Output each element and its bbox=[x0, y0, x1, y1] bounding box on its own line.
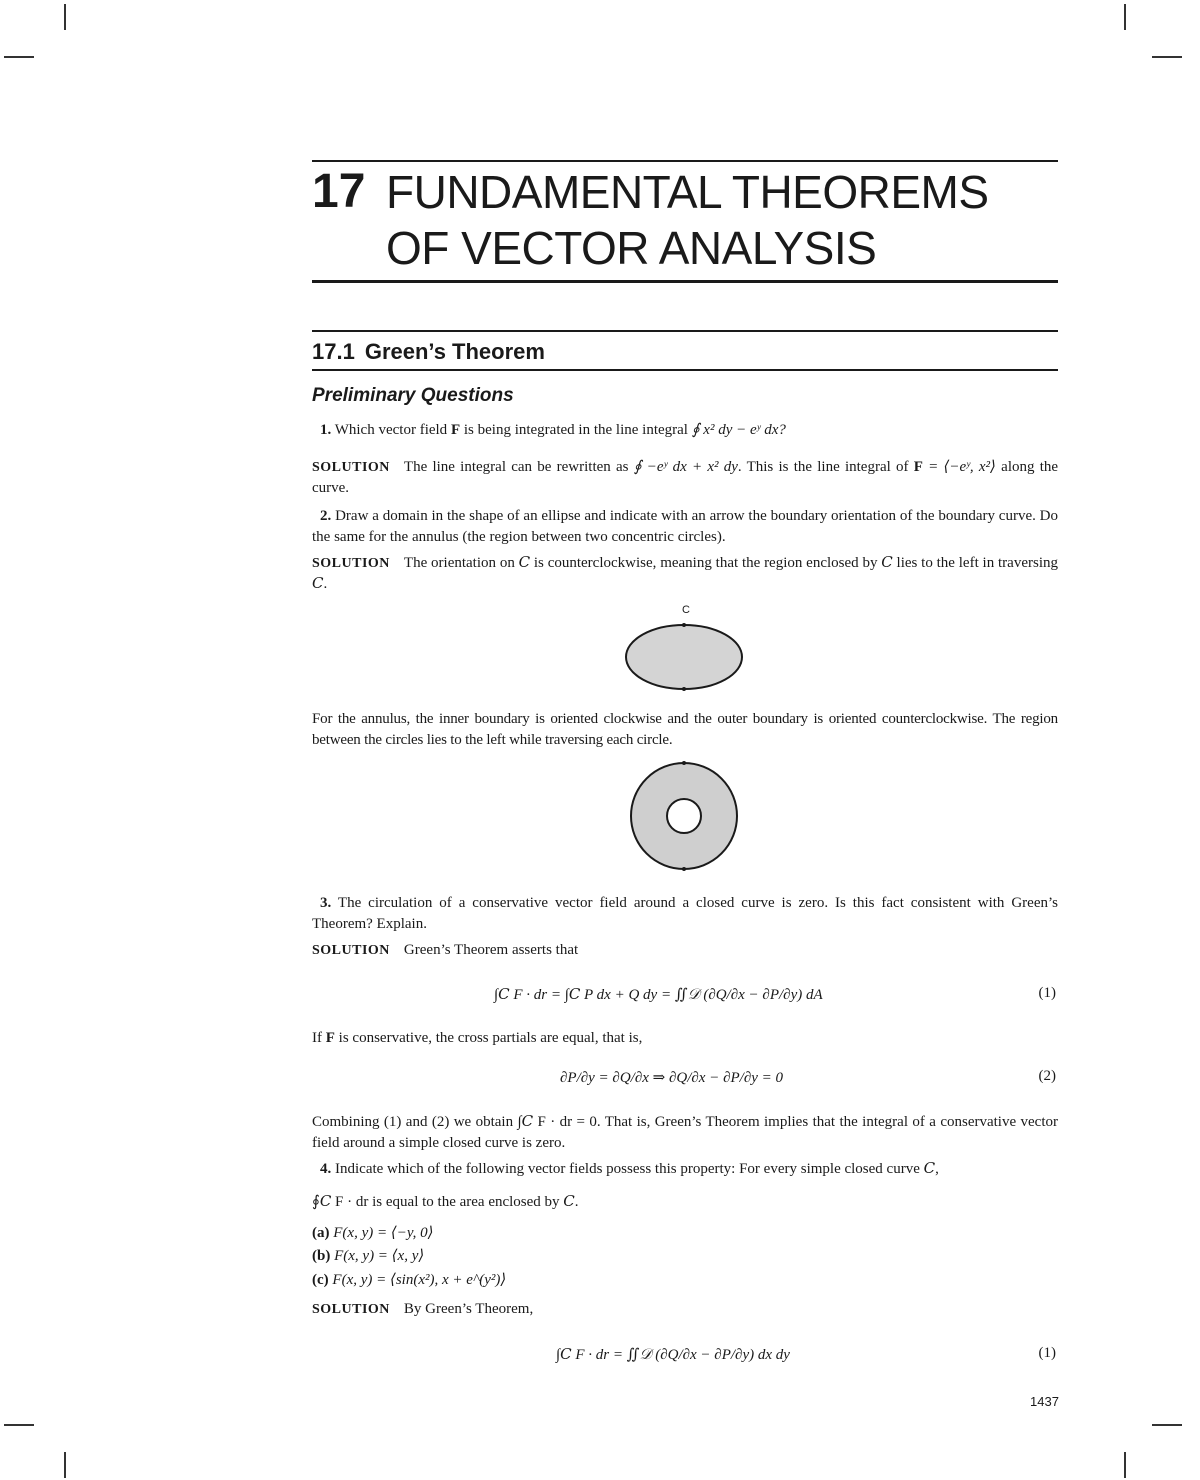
chapter-title bbox=[386, 164, 1056, 276]
option-label: (b) bbox=[312, 1248, 331, 1264]
field-symbol: F bbox=[450, 422, 461, 438]
question-1 bbox=[312, 420, 1058, 441]
equation-number: (1) bbox=[1038, 985, 1056, 1001]
option-expression: F(x, y) = ⟨sin(x²), x + e^(y²)⟩ bbox=[332, 1272, 507, 1288]
crop-mark bbox=[1152, 1424, 1182, 1426]
section-heading bbox=[312, 338, 545, 366]
solution-text: The orientation on 𝐶 is counterclockwise, meaning that the region enclosed by 𝐶 lies to the left in traversing 𝐶. bbox=[312, 555, 1058, 592]
chapter-title-line2: OF VECTOR ANALYSIS bbox=[386, 222, 877, 274]
question-4-cont: ∮𝐶 F · dr is equal to the area enclosed by 𝐶. bbox=[312, 1194, 579, 1210]
field-symbol: F bbox=[913, 459, 923, 475]
solution-text: Green’s Theorem asserts that bbox=[403, 942, 579, 958]
solution-text: If bbox=[312, 1030, 322, 1046]
question-number: 4. bbox=[320, 1161, 332, 1177]
option-label: (c) bbox=[312, 1272, 329, 1288]
annulus-point bbox=[682, 867, 686, 871]
question-text: Indicate which of the following vector fields possess this property: For every simple closed curve 𝐶, bbox=[335, 1161, 939, 1177]
question-number: 1. bbox=[320, 422, 332, 438]
solution-3 bbox=[312, 940, 1058, 961]
solution-text: is conservative, the cross partials are equal, that is, bbox=[338, 1030, 643, 1046]
solution-label: SOLUTION bbox=[312, 1302, 390, 1317]
crop-mark bbox=[4, 56, 34, 58]
equation-1: ∫𝐶 F · dr = ∫𝐶 P dx + Q dy = ∬𝒟 (∂Q/∂x − ∂P/∂y) dA bbox=[494, 987, 823, 1003]
question-number: 2. bbox=[320, 508, 332, 524]
option-c bbox=[312, 1270, 1058, 1291]
math-expression: ∮ −eʸ dx + x² dy bbox=[633, 459, 738, 475]
solution-4 bbox=[312, 1299, 1058, 1320]
ellipse-svg bbox=[620, 604, 750, 696]
solution-3-cont bbox=[312, 1028, 1058, 1049]
solution-text: By Green’s Theorem, bbox=[403, 1301, 534, 1317]
solution-text: . This is the line integral of bbox=[737, 459, 909, 475]
chapter-number: 17 bbox=[312, 165, 366, 218]
math-expression: ∮ x² dy − eʸ dx? bbox=[691, 422, 786, 438]
equation-number: (2) bbox=[1038, 1068, 1056, 1084]
question-text: Which vector field bbox=[334, 422, 448, 438]
equation-green: ∫𝐶 F · dr = ∬𝒟 (∂Q/∂x − ∂P/∂y) dx dy bbox=[556, 1347, 790, 1363]
section-rule-bottom bbox=[312, 369, 1058, 371]
section-number: 17.1 bbox=[312, 339, 355, 364]
question-4 bbox=[312, 1159, 1058, 1180]
question-2 bbox=[312, 506, 1058, 548]
field-symbol: F bbox=[325, 1030, 335, 1046]
question-3 bbox=[312, 893, 1058, 935]
chapter-rule-bottom bbox=[312, 280, 1058, 283]
annulus-text: For the annulus, the inner boundary is oriented clockwise and the outer boundary is oriented counterclockwise. The region between the circles lies to the left while traversing each circle. bbox=[312, 711, 1058, 748]
equation-2: ∂P/∂y = ∂Q/∂x ⇒ ∂Q/∂x − ∂P/∂y = 0 bbox=[560, 1070, 784, 1086]
math-expression: = ⟨−eʸ, x²⟩ bbox=[922, 459, 996, 475]
solution-1 bbox=[312, 457, 1058, 499]
equation-number: (1) bbox=[1038, 1345, 1056, 1361]
option-expression: F(x, y) = ⟨−y, 0⟩ bbox=[333, 1225, 434, 1241]
annulus-svg bbox=[628, 760, 740, 872]
chapter-rule-top bbox=[312, 160, 1058, 162]
section-title: Green’s Theorem bbox=[364, 339, 545, 364]
solution-label: SOLUTION bbox=[312, 460, 390, 475]
solution-label: SOLUTION bbox=[312, 943, 390, 958]
ellipse-point bbox=[682, 687, 686, 691]
section-rule-top bbox=[312, 330, 1058, 332]
question-text: Draw a domain in the shape of an ellipse and indicate with an arrow the boundary orientation of the boundary curve. Do the same for the annulus (the region between two concentric circles). bbox=[312, 508, 1059, 545]
page-number: 1437 bbox=[1030, 1394, 1059, 1409]
crop-mark bbox=[64, 4, 66, 30]
crop-mark bbox=[4, 1424, 34, 1426]
option-expression: F(x, y) = ⟨x, y⟩ bbox=[334, 1248, 425, 1264]
annulus-point bbox=[682, 761, 686, 765]
question-number: 3. bbox=[320, 895, 332, 911]
option-label: (a) bbox=[312, 1225, 330, 1241]
solution-label: SOLUTION bbox=[312, 556, 390, 571]
option-b bbox=[312, 1246, 1058, 1267]
question-text: is being integrated in the line integral bbox=[463, 422, 688, 438]
solution-3-conclusion: Combining (1) and (2) we obtain ∫𝐶 F · dr = 0. That is, Green’s Theorem implies that the integral of a conservative vector field around a simple closed curve is zero. bbox=[312, 1114, 1058, 1151]
annulus-inner-circle bbox=[667, 799, 701, 833]
crop-mark bbox=[1124, 1452, 1126, 1478]
subsection-title: Preliminary Questions bbox=[312, 385, 514, 406]
question-text: The circulation of a conservative vector field around a closed curve is zero. Is this fact consistent with Green’s Theorem? Explain. bbox=[312, 895, 1058, 932]
ellipse-diagram bbox=[620, 604, 750, 696]
ellipse-label: C bbox=[682, 604, 690, 616]
solution-2 bbox=[312, 553, 1058, 595]
ellipse-region bbox=[626, 625, 742, 689]
ellipse-point bbox=[682, 623, 686, 627]
crop-mark bbox=[64, 1452, 66, 1478]
crop-mark bbox=[1152, 56, 1182, 58]
solution-text: along the curve. bbox=[312, 459, 1059, 496]
option-a bbox=[312, 1223, 1058, 1244]
solution-text: The line integral can be rewritten as bbox=[403, 459, 629, 475]
crop-mark bbox=[1124, 4, 1126, 30]
chapter-title-line1: FUNDAMENTAL THEOREMS bbox=[386, 166, 989, 218]
annulus-diagram bbox=[628, 760, 740, 872]
